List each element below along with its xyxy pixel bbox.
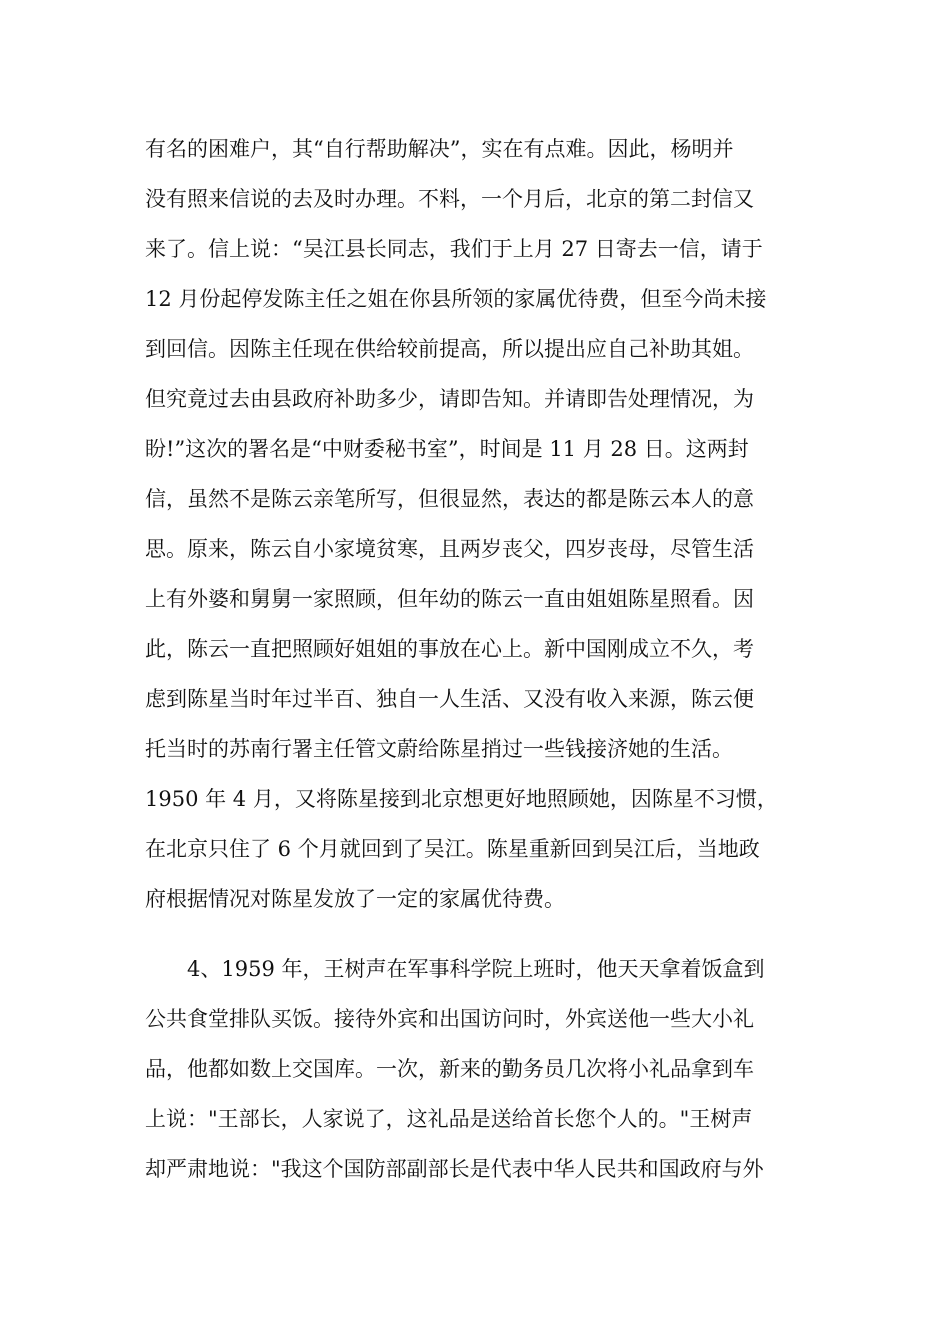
text-line: 上有外婆和舅舅一家照顾，但年幼的陈云一直由姐姐陈星照看。因	[145, 587, 754, 611]
text-line: 虑到陈星当时年过半百、独自一人生活、又没有收入来源，陈云便	[145, 687, 754, 711]
text-line: 在北京只住了 6 个月就回到了吴江。陈星重新回到吴江后，当地政	[145, 837, 760, 861]
text-line: 来了。信上说：“吴江县长同志，我们于上月 27 日寄去一信，请于	[145, 237, 763, 261]
text-line: 上说："王部长，人家说了，这礼品是送给首长您个人的。"王树声	[145, 1107, 753, 1131]
text-line: 此，陈云一直把照顾好姐姐的事放在心上。新中国刚成立不久，考	[145, 637, 754, 661]
text-line: 12 月份起停发陈主任之姐在你县所领的家属优待费，但至今尚未接	[145, 287, 767, 311]
text-line: 有名的困难户，其“自行帮助解决”，实在有点难。因此，杨明并	[145, 137, 734, 161]
text-line: 却严肃地说："我这个国防部副部长是代表中华人民共和国政府与外	[145, 1157, 764, 1181]
text-line: 盼!”这次的署名是“中财委秘书室”，时间是 11 月 28 日。这两封	[145, 437, 749, 461]
text-line: 府根据情况对陈星发放了一定的家属优待费。	[145, 887, 565, 911]
text-line: 品，他都如数上交国库。一次，新来的勤务员几次将小礼品拿到车	[145, 1057, 754, 1081]
text-line: 信，虽然不是陈云亲笔所写，但很显然，表达的都是陈云本人的意	[145, 487, 754, 511]
text-line: 公共食堂排队买饭。接待外宾和出国访问时，外宾送他一些大小礼	[145, 1007, 754, 1031]
text-line: 没有照来信说的去及时办理。不料，一个月后，北京的第二封信又	[145, 187, 754, 211]
text-line: 托当时的苏南行署主任管文蔚给陈星捎过一些钱接济她的生活。	[145, 737, 733, 761]
text-line: 思。原来，陈云自小家境贫寒，且两岁丧父，四岁丧母，尽管生活	[145, 537, 754, 561]
text-line: 1950 年 4 月，又将陈星接到北京想更好地照顾她，因陈星不习惯，	[145, 787, 778, 811]
text-line: 4、1959 年，王树声在军事科学院上班时，他天天拿着饭盒到	[187, 957, 765, 981]
text-line: 但究竟过去由县政府补助多少，请即告知。并请即告处理情况，为	[145, 387, 754, 411]
text-line: 到回信。因陈主任现在供给较前提高，所以提出应自己补助其姐。	[145, 337, 754, 361]
